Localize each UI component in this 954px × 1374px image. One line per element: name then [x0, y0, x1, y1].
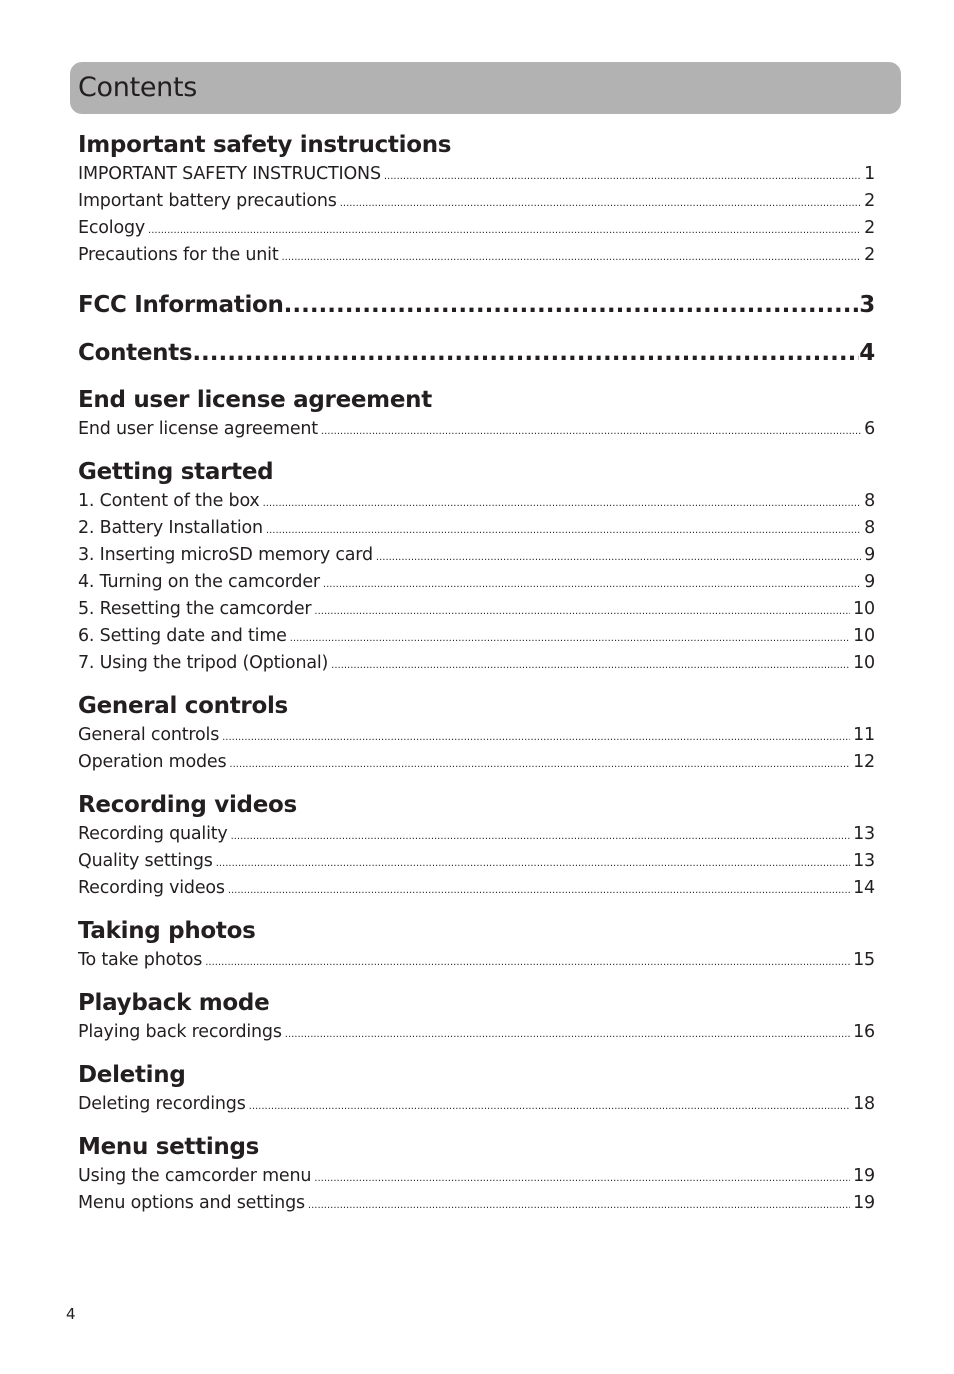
toc-entry-page: 13 [853, 824, 875, 844]
dot-leader [229, 751, 850, 778]
toc-entry-page: 9 [864, 545, 875, 565]
toc-entry[interactable] [78, 650, 875, 677]
toc-entry-page: 6 [864, 419, 875, 439]
dot-leader [231, 823, 851, 850]
toc-entry[interactable] [78, 947, 875, 974]
toc-section-title: Important safety instructions [78, 132, 452, 158]
toc-entry-label: Using the camcorder menu [78, 1166, 312, 1186]
toc-entry-page: 1 [864, 164, 875, 184]
toc-section [78, 385, 875, 443]
toc-entry[interactable] [78, 1190, 875, 1217]
toc-entry-page: 2 [864, 218, 875, 238]
dot-leader [266, 517, 861, 544]
toc-section [78, 130, 875, 269]
toc-entry-page: 11 [853, 725, 875, 745]
toc-main-entry[interactable] [78, 281, 875, 329]
toc-entry[interactable] [78, 188, 875, 215]
toc-entry-label: Contents [78, 340, 193, 366]
table-of-contents [78, 130, 875, 1217]
toc-entry-page: 8 [864, 491, 875, 511]
toc-entry-label: Menu options and settings [78, 1193, 305, 1213]
toc-entry[interactable] [78, 623, 875, 650]
toc-entry-label: Quality settings [78, 851, 213, 871]
dot-leader [284, 281, 860, 329]
toc-entry-page: 2 [864, 245, 875, 265]
toc-entry[interactable] [78, 215, 875, 242]
toc-entry-page: 10 [853, 599, 875, 619]
toc-entry[interactable] [78, 1091, 875, 1118]
dot-leader [314, 598, 850, 625]
dot-leader [222, 724, 850, 751]
toc-section-title: General controls [78, 693, 288, 719]
toc-section-title: Deleting [78, 1062, 186, 1088]
dot-leader [384, 163, 861, 190]
toc-entry[interactable] [78, 722, 875, 749]
dot-leader [314, 1165, 850, 1192]
toc-section-title: Recording videos [78, 792, 297, 818]
toc-entry[interactable] [78, 821, 875, 848]
dot-leader [228, 877, 850, 904]
toc-entry-page: 3 [859, 292, 875, 318]
dot-leader [263, 490, 861, 517]
toc-entry-page: 19 [853, 1166, 875, 1186]
dot-leader [331, 652, 850, 679]
toc-entry[interactable] [78, 1019, 875, 1046]
toc-entry-page: 16 [853, 1022, 875, 1042]
page-title: Contents [78, 72, 198, 103]
page-number: 4 [66, 1305, 76, 1323]
dot-leader [285, 1021, 850, 1048]
toc-entry-label: FCC Information [78, 292, 284, 318]
toc-entry-label: Precautions for the unit [78, 245, 279, 265]
toc-entry-label: Ecology [78, 218, 146, 238]
toc-section [78, 1132, 875, 1217]
toc-entry[interactable] [78, 515, 875, 542]
toc-section-title: Getting started [78, 459, 274, 485]
toc-entry[interactable] [78, 416, 875, 443]
toc-entry-page: 4 [859, 340, 875, 366]
toc-entry-page: 18 [853, 1094, 875, 1114]
toc-entry[interactable] [78, 242, 875, 269]
toc-entry-page: 9 [864, 572, 875, 592]
toc-entry-label: 5. Resetting the camcorder [78, 599, 312, 619]
toc-entry-label: 6. Setting date and time [78, 626, 287, 646]
toc-section [78, 1060, 875, 1118]
dot-leader [281, 244, 861, 271]
dot-leader [308, 1192, 850, 1219]
toc-entry[interactable] [78, 569, 875, 596]
toc-section [78, 916, 875, 974]
toc-entry-page: 12 [853, 752, 875, 772]
contents-banner [70, 62, 901, 114]
toc-entry[interactable] [78, 1163, 875, 1190]
toc-entry-label: Operation modes [78, 752, 227, 772]
toc-entry-label: Recording videos [78, 878, 225, 898]
toc-section [78, 790, 875, 902]
dot-leader [205, 949, 850, 976]
toc-entry-label: Deleting recordings [78, 1094, 246, 1114]
toc-section [78, 457, 875, 677]
toc-entry-label: 2. Battery Installation [78, 518, 263, 538]
toc-section-title: End user license agreement [78, 387, 432, 413]
toc-entry-label: 3. Inserting microSD memory card [78, 545, 373, 565]
toc-entry-page: 10 [853, 653, 875, 673]
toc-entry-label: Important battery precautions [78, 191, 337, 211]
toc-section [78, 691, 875, 776]
toc-section-title: Menu settings [78, 1134, 260, 1160]
toc-entry[interactable] [78, 488, 875, 515]
toc-entry-label: To take photos [78, 950, 203, 970]
toc-entry-label: IMPORTANT SAFETY INSTRUCTIONS [78, 164, 381, 184]
toc-section [78, 988, 875, 1046]
toc-entry[interactable] [78, 749, 875, 776]
toc-entry-page: 2 [864, 191, 875, 211]
dot-leader [249, 1093, 850, 1120]
toc-entry-page: 8 [864, 518, 875, 538]
toc-entry-page: 15 [853, 950, 875, 970]
toc-entry[interactable] [78, 875, 875, 902]
dot-leader [323, 571, 861, 598]
toc-entry-page: 14 [853, 878, 875, 898]
toc-entry-page: 10 [853, 626, 875, 646]
toc-entry-label: 1. Content of the box [78, 491, 260, 511]
toc-entry-label: 7. Using the tripod (Optional) [78, 653, 329, 673]
dot-leader [192, 329, 859, 377]
toc-entry[interactable] [78, 848, 875, 875]
dot-leader [290, 625, 850, 652]
dot-leader [340, 190, 861, 217]
toc-entry[interactable] [78, 596, 875, 623]
toc-section-title: Taking photos [78, 918, 256, 944]
toc-section-title: Playback mode [78, 990, 270, 1016]
dot-leader [321, 418, 861, 445]
toc-entry[interactable] [78, 542, 875, 569]
toc-main-entry[interactable] [78, 329, 875, 377]
toc-entry-page: 19 [853, 1193, 875, 1213]
toc-entry-label: Recording quality [78, 824, 228, 844]
toc-section [78, 281, 875, 329]
dot-leader [216, 850, 850, 877]
dot-leader [376, 544, 861, 571]
toc-entry-label: Playing back recordings [78, 1022, 282, 1042]
toc-entry-label: End user license agreement [78, 419, 318, 439]
toc-section [78, 329, 875, 377]
toc-entry-page: 13 [853, 851, 875, 871]
toc-entry[interactable] [78, 161, 875, 188]
toc-entry-label: 4. Turning on the camcorder [78, 572, 320, 592]
dot-leader [148, 217, 861, 244]
toc-entry-label: General controls [78, 725, 220, 745]
